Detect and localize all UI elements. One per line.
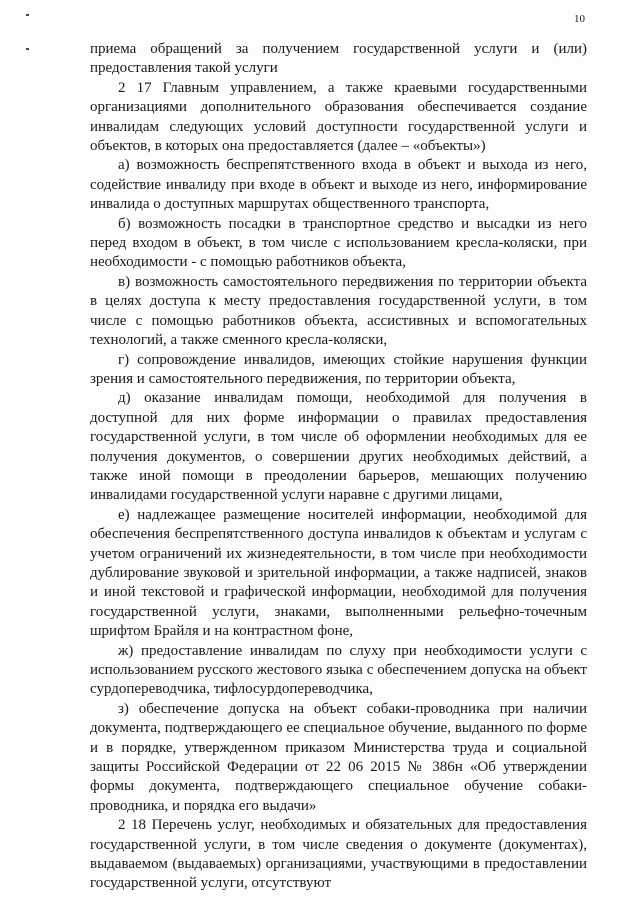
paragraph-item-v: в) возможность самостоятельного передвижения по территории объекта в целях доступа к месту предоставления государственной услуги, в том числе с помощью работников объекта, ассистивных и вспомогательных технологий, а также сменного кресла-коляски,	[90, 273, 587, 349]
paragraph-2-17: 2 17 Главным управлением, а также краевыми государственными организациями дополнительного образования обеспечивается создание инвалидам следующих условий доступности государственной услуги и объектов, в которых она предоставляется (далее – «объекты»)	[90, 79, 587, 155]
page-number: 10	[574, 13, 585, 25]
paragraph-item-g: г) сопровождение инвалидов, имеющих стойкие нарушения функции зрения и самостоятельного передвижения, по территории объекта,	[90, 351, 587, 387]
paragraph-item-e: е) надлежащее размещение носителей информации, необходимой для обеспечения беспрепятственного доступа инвалидов к объектам и услугам с учетом ограничений их жизнедеятельности, в том числе при необходимости дублирование звуковой и зрительной информации, а также надписей, знаков и иной текстовой и графической информации, необходимой для получения государственной услуги, знаками, выполненными рельефно-точечным шрифтом Брайля и на контрастном фоне,	[90, 506, 587, 640]
paragraph-item-z: з) обеспечение допуска на объект собаки-проводника при наличии документа, подтверждающего ее специальное обучение, выданного по форме и в порядке, утвержденном приказом Министерства труда и социальной защиты Российской Федерации от 22 06 2015 № 386н «Об утверждении формы документа, подтверждающего специальное обучение собаки-проводника, и порядка его выдачи»	[90, 700, 587, 814]
paragraph-item-zh: ж) предоставление инвалидам по слуху при необходимости услуги с использованием русского жестового языка с обеспечением допуска на объект сурдопереводчика, тифлосурдопереводчика,	[90, 642, 587, 698]
paragraph-item-b: б) возможность посадки в транспортное средство и высадки из него перед входом в объект, в том числе с использованием кресла-коляски, при необходимости - с помощью работников объекта,	[90, 215, 587, 271]
document-body	[90, 40, 587, 894]
paragraph-item-d: д) оказание инвалидам помощи, необходимой для получения в доступной для них форме информации о правилах предоставления государственной услуги, в том числе об оформлении необходимых для ее получения документов, о совершении других необходимых действий, а также иной помощи в преодолении барьеров, мешающих получению инвалидами государственной услуги наравне с другими лицами,	[90, 390, 587, 504]
paragraph-item-a: а) возможность беспрепятственного входа в объект и выхода из него, содействие инвалиду при входе в объект и выходе из него, информирование инвалида о доступных маршрутах общественного транспорта,	[90, 157, 587, 213]
paragraph-continuation: приема обращений за получением государственной услуги и (или) предоставления такой услуги	[90, 41, 587, 77]
paragraph-2-18: 2 18 Перечень услуг, необходимых и обязательных для предоставления государственной услуги, в том числе сведения о документе (документах), выдаваемом (выдаваемых) организациями, участвующими в предоставлении государственной услуги, отсутствуют	[90, 817, 587, 892]
scan-mark	[26, 48, 29, 50]
scan-mark	[26, 14, 29, 16]
